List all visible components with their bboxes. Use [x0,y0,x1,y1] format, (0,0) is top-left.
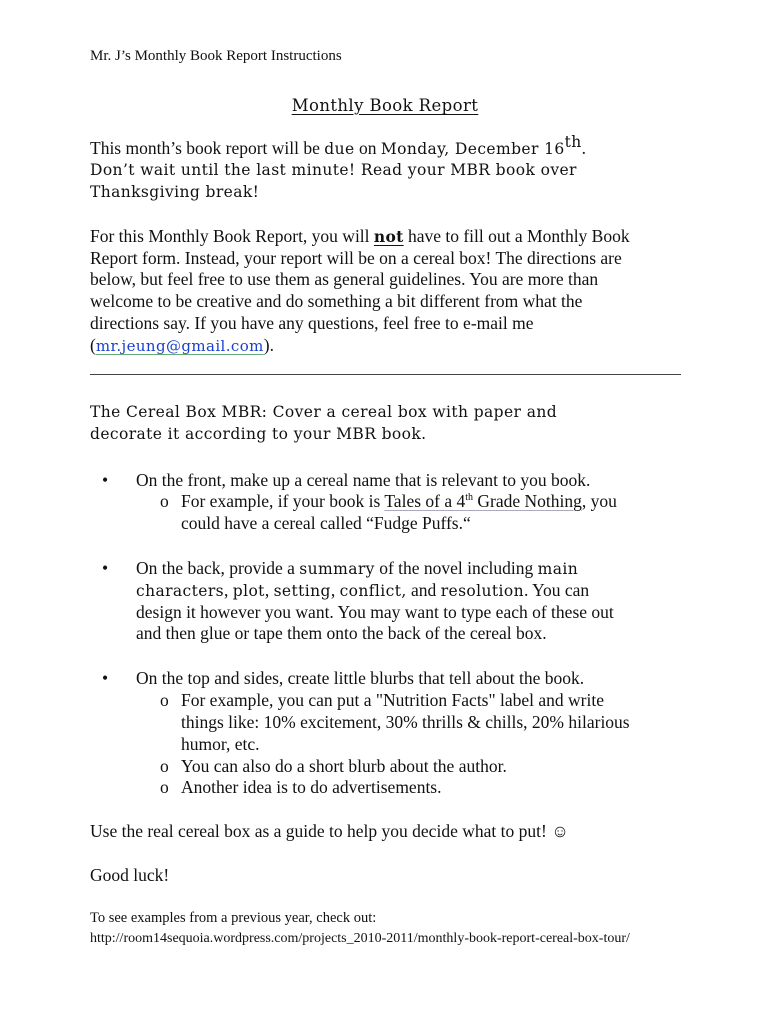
sub-list-text [181,490,617,512]
text: . You can [524,580,590,600]
text: ). [263,335,274,355]
due-date: Monday, December 16 [380,140,565,158]
bullet-icon: • [102,470,109,490]
email-link[interactable]: mr.jeung@gmail.com [95,337,264,355]
text: For example, if your book is [181,491,385,511]
examples-url[interactable]: http://room14sequoia.wordpress.com/projects_2010-2011/monthly-book-report-cereal-box-tour/ [90,931,630,946]
intro-line: below, but feel free to use them as general guidelines. You are more than [90,269,599,289]
sub-bullet-icon: o [160,491,169,511]
intro-line [90,225,630,248]
warning-line: Don’t wait until the last minute! Read your MBR book over [90,161,577,179]
emphasis-not: not [373,227,404,246]
text: have to fill out a Monthly Book [403,226,630,246]
warning-line: Thanksgiving break! [90,183,260,201]
examples-label: To see examples from a previous year, check out: [90,910,377,926]
book-title [384,491,582,511]
closing-text: Good luck! [90,865,170,885]
list-text: On the front, make up a cereal name that is relevant to you book. [136,470,591,490]
text: ( [90,335,96,355]
bullet-icon: • [102,558,109,578]
page-header: Mr. J’s Monthly Book Report Instructions [90,48,342,64]
emphasis: conflict, [339,582,407,600]
list-text: design it however you want. You may want to type each of these out [136,602,614,622]
text: , [330,580,340,600]
intro-line: welcome to be creative and do something a bit different from what the [90,291,583,311]
sub-bullet-icon: o [160,777,169,797]
guide-text: Use the real cereal box as a guide to help you decide what to put! ☺ [90,821,570,841]
emphasis: summary [299,560,375,578]
emphasis: plot [232,582,265,600]
superscript: th [564,133,582,152]
intro-line: directions say. If you have any questions, feel free to e-mail me [90,313,534,333]
list-text: On the top and sides, create little blurbs that tell about the book. [136,668,585,688]
emphasis: resolution [440,582,524,600]
sub-bullet-icon: o [160,690,169,710]
text: , [264,580,274,600]
text: on [354,138,381,158]
bullet-icon: • [102,668,109,688]
list-text [136,557,578,580]
sub-list-text: things like: 10% excitement, 30% thrills & chills, 20% hilarious [181,712,630,732]
list-text [136,579,589,602]
title-text: Monthly Book Report [291,96,479,115]
text: This month’s book report will be [90,138,325,158]
text: , [224,580,233,600]
text: . [581,138,587,158]
sub-list-text: For example, you can put a "Nutrition Facts" label and write [181,690,604,710]
emphasis: main [537,560,579,578]
text: Tales of a 4 [384,491,466,511]
text: On the back, provide a [136,558,300,578]
sub-list-text: could have a cereal called “Fudge Puffs.“ [181,513,471,533]
text: , you [581,491,617,511]
sub-list-text: humor, etc. [181,734,260,754]
list-text: and then glue or tape them onto the back of the cereal box. [136,623,547,643]
intro-line: Report form. Instead, your report will be on a cereal box! The directions are [90,248,622,268]
emphasis: characters [136,582,225,600]
intro-line [90,334,274,357]
page-title [0,94,770,117]
text: of the novel including [374,558,538,578]
superscript: th [465,492,474,504]
text: Grade Nothing [473,491,582,511]
sub-list-text: You can also do a short blurb about the author. [181,756,507,776]
sub-list-text: Another idea is to do advertisements. [181,777,442,797]
section-heading: decorate it according to your MBR book. [90,425,427,443]
emphasis: setting [273,582,331,600]
text: For this Monthly Book Report, you will [90,226,374,246]
text: and [406,580,441,600]
section-heading: The Cereal Box MBR: Cover a cereal box with paper and [90,403,558,421]
due-line [90,133,587,160]
sub-bullet-icon: o [160,756,169,776]
due-word: due [324,140,355,158]
divider [90,374,681,375]
